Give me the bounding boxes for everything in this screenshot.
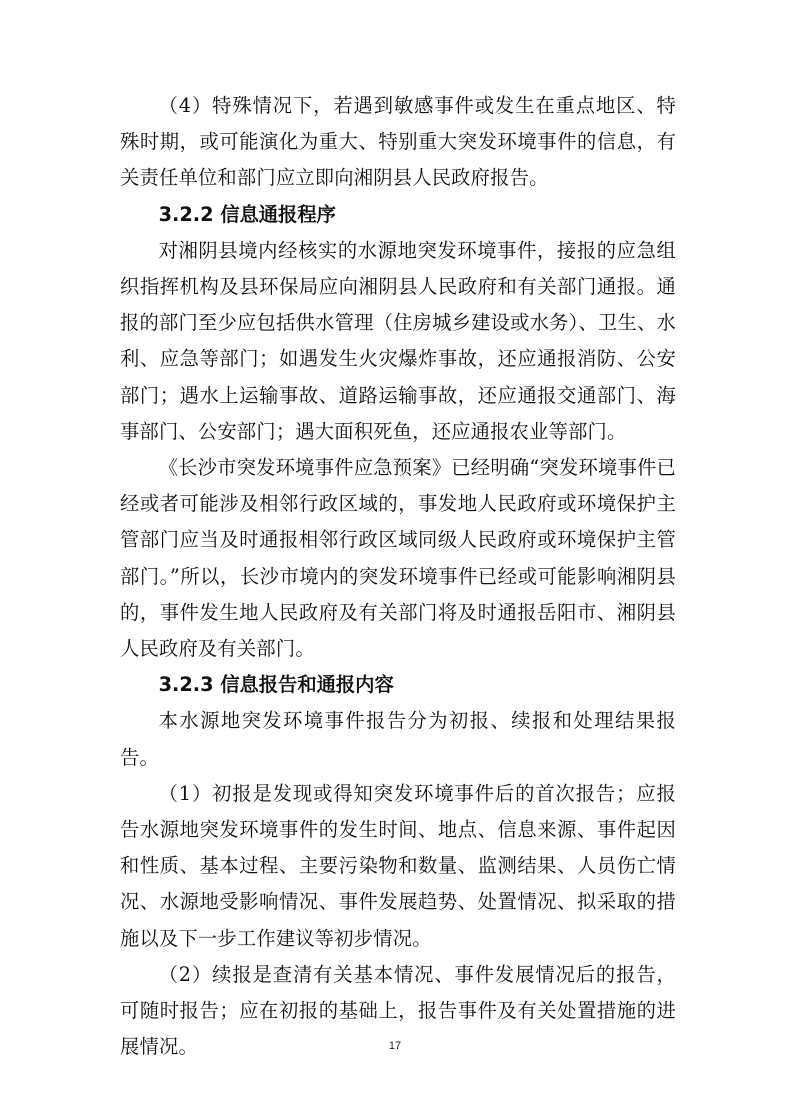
- page-number: 17: [388, 1040, 402, 1052]
- document-body: [120, 88, 676, 1065]
- section-heading-3-2-2: 3.2.2 信息通报程序: [158, 202, 336, 226]
- paragraph-follow-up-report: （2）续报是查清有关基本情况、事件发展情况后的报告，可随时报告；应在初报的基础上，报告事件及有关处置措施的进展情况。: [120, 962, 676, 1059]
- paragraph-initial-report: （1）初报是发现或得知突发环境事件后的首次报告；应报告水源地突发环境事件的发生时间、地点、信息来源、事件起因和性质、基本过程、主要污染物和数量、监测结果、人员伤亡情况、水源地受影响情况、事件发展趋势、处置情况、拟采取的措施以及下一步工作建议等初步情况。: [120, 781, 676, 950]
- paragraph-report-types: 本水源地突发环境事件报告分为初报、续报和处理结果报告。: [120, 709, 676, 769]
- section-heading-3-2-3: 3.2.3 信息报告和通报内容: [158, 673, 394, 697]
- paragraph-notification-procedure: 对湘阴县境内经核实的水源地突发环境事件，接报的应急组织指挥机构及县环保局应向湘阴县人民政府和有关部门通报。通报的部门至少应包括供水管理（住房城乡建设或水务）、卫生、水利、应急等部门；如遇发生火灾爆炸事故，还应通报消防、公安部门；遇水上运输事故、道路运输事故，还应通报交通部门、海事部门、公安部门；遇大面积死鱼，还应通报农业等部门。: [120, 238, 676, 443]
- paragraph-special-circumstances: （4）特殊情况下，若遇到敏感事件或发生在重点地区、特殊时期，或可能演化为重大、特别重大突发环境事件的信息，有关责任单位和部门应立即向湘阴县人民政府报告。: [120, 94, 676, 190]
- paragraph-changsha-plan: 《长沙市突发环境事件应急预案》已经明确“突发环境事件已经或者可能涉及相邻行政区域的，事发地人民政府或环境保护主管部门应当及时通报相邻行政区域同级人民政府或环境保护主管部门。”所以，长沙市境内的突发环境事件已经或可能影响湘阴县的，事件发生地人民政府及有关部门将及时通报岳阳市、湘阴县人民政府及有关部门。: [120, 456, 676, 661]
